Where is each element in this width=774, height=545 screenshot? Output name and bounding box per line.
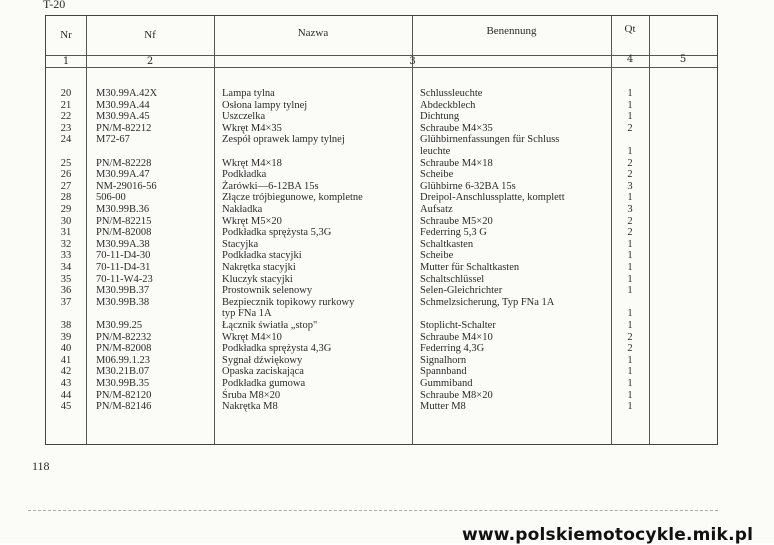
cell-qt: 1	[627, 285, 633, 297]
cell-benennung: Schraube M5×20	[420, 215, 493, 227]
parts-table	[45, 15, 718, 445]
column-number: 5	[679, 54, 687, 65]
cell-benennung: Glühbirne 6-32BA 15s	[420, 180, 516, 192]
cell-qt: 2	[627, 122, 633, 134]
cell-nr: 39	[60, 331, 72, 343]
cell-qt: 2	[627, 169, 633, 181]
col-divider-qt	[649, 16, 650, 444]
cell-nazwa: Podkładka	[222, 169, 267, 181]
cell-qt: 2	[627, 227, 633, 239]
cell-nf: PN/M-82146	[96, 401, 152, 413]
cell-nf: 70-11-D4-31	[96, 262, 151, 273]
cell-benennung: Schraube M4×18	[420, 157, 493, 169]
cell-nf: M30.99B.36	[96, 204, 150, 215]
cell-qt: 3	[627, 204, 633, 215]
cell-nf: M30.99A.44	[96, 99, 150, 111]
cell-benennung: Schmelzsicherung, Typ FNa 1A	[420, 296, 555, 308]
cell-qt: 1	[627, 99, 633, 111]
cell-benennung: Schraube M4×10	[420, 331, 493, 343]
cell-qt: 1	[627, 111, 633, 123]
cell-qt: 1	[627, 401, 633, 413]
column-number: 3	[409, 56, 416, 67]
cell-nr: 29	[60, 204, 72, 215]
cell-nazwa: typ FNa 1A	[222, 308, 272, 320]
document-code: T-20	[43, 0, 66, 11]
cell-qt: 1	[627, 308, 633, 320]
cell-nazwa: Podkładka sprężysta 5,3G	[222, 227, 332, 239]
cell-nr: 30	[60, 215, 72, 227]
cell-nazwa: Sygnał dźwiękowy	[222, 354, 303, 366]
cell-nazwa: Wkręt M4×10	[222, 331, 282, 343]
cell-qt: 1	[627, 320, 633, 331]
header-nf: Nf	[144, 29, 156, 41]
cell-nazwa: Wkręt M5×20	[222, 215, 282, 227]
cell-nr: 45	[60, 401, 72, 413]
cell-benennung: Scheibe	[420, 169, 454, 181]
cell-nazwa: Wkręt M4×35	[222, 122, 282, 134]
cell-nr: 27	[60, 180, 72, 192]
cell-nazwa: Zespół oprawek lampy tylnej	[222, 134, 345, 146]
column-number-rule	[46, 67, 717, 68]
watermark: www.polskiemotocykle.mik.pl	[462, 525, 754, 545]
cell-nazwa: Żarówki—6-12BA 15s	[222, 180, 319, 192]
cell-qt: 2	[627, 215, 633, 227]
cell-benennung: Scheibe	[420, 250, 454, 262]
cell-nr: 26	[60, 169, 72, 181]
cell-qt: 1	[627, 146, 633, 157]
cell-nf: 70-11-D4-30	[96, 250, 151, 262]
col-divider-nr	[86, 16, 87, 444]
cell-nf: PN/M-82008	[96, 227, 152, 239]
cell-nazwa: Podkładka stacyjki	[222, 250, 302, 262]
cell-qt: 1	[627, 273, 633, 285]
column-number: 4	[626, 54, 634, 65]
cell-nf: M30.99A.47	[96, 169, 150, 181]
cell-qt: 1	[627, 88, 633, 99]
cell-nf: M72-67	[96, 134, 130, 146]
cell-benennung: Schaltschlüssel	[420, 273, 485, 285]
cell-nf: M30.21B.07	[96, 366, 150, 378]
cell-nf: PN/M-82215	[96, 215, 152, 227]
cell-nf: PN/M-82232	[96, 331, 152, 343]
cell-qt: 1	[627, 192, 633, 204]
cell-benennung: Federring 4,3G	[420, 343, 485, 355]
cell-nr: 20	[60, 88, 72, 99]
cell-benennung: Abdeckblech	[420, 99, 476, 111]
cell-nazwa: Łącznik światła „stop"	[222, 320, 318, 331]
cell-nazwa: Podkładka sprężysta 4,3G	[222, 343, 332, 355]
cell-nazwa: Nakrętka M8	[222, 401, 278, 413]
cell-nr: 24	[60, 134, 72, 146]
cell-qt: 1	[627, 354, 633, 366]
cell-nr: 31	[60, 227, 72, 239]
cell-nazwa: Nakrętka stacyjki	[222, 262, 296, 273]
cell-benennung: Mutter M8	[420, 401, 466, 413]
cell-nazwa: Lampa tylna	[222, 88, 275, 99]
cell-nr: 41	[60, 354, 72, 366]
cell-nazwa: Osłona lampy tylnej	[222, 99, 308, 111]
cell-benennung: Federring 5,3 G	[420, 227, 487, 239]
cell-nazwa: Złącze trójbiegunowe, kompletne	[222, 192, 363, 204]
cell-nazwa: Stacyjka	[222, 238, 259, 250]
cell-nf: 506-00	[96, 192, 126, 204]
cell-nazwa: Bezpiecznik topikowy rurkowy	[222, 296, 355, 308]
cell-nf: M30.99A.42X	[96, 88, 158, 99]
cell-qt: 1	[627, 366, 633, 378]
cell-nazwa: Kluczyk stacyjki	[222, 273, 293, 285]
cell-nf: PN/M-82212	[96, 122, 152, 134]
cell-nazwa: Prostownik selenowy	[222, 285, 313, 297]
cell-nr: 42	[60, 366, 72, 378]
cell-qt: 1	[627, 262, 633, 273]
cell-nr: 33	[60, 250, 72, 262]
cell-nr: 21	[60, 99, 72, 111]
cell-nr: 32	[60, 238, 72, 250]
cell-benennung: Schlussleuchte	[420, 88, 483, 99]
cell-nf: M30.99B.35	[96, 378, 150, 389]
cell-nf: 70-11-W4-23	[96, 273, 153, 285]
cell-nr: 40	[60, 343, 72, 355]
cell-benennung: Gummiband	[420, 378, 473, 389]
header-nazwa: Nazwa	[297, 27, 329, 39]
cell-benennung: Mutter für Schaltkasten	[420, 262, 520, 273]
col-divider-nf	[214, 16, 215, 444]
cell-benennung: Glühbirnenfassungen für Schluss	[420, 134, 560, 146]
cell-benennung: Schaltkasten	[420, 238, 474, 250]
cell-nf: PN/M-82228	[96, 157, 152, 169]
cell-benennung: Spannband	[420, 366, 467, 378]
cell-nazwa: Podkładka gumowa	[222, 378, 306, 389]
cell-qt: 2	[627, 157, 633, 169]
cell-nr: 44	[60, 389, 72, 401]
cell-nr: 28	[60, 192, 72, 204]
cell-benennung: Stoplicht-Schalter	[420, 320, 496, 331]
cell-nr: 25	[60, 157, 72, 169]
cell-benennung: leuchte	[420, 146, 451, 157]
cell-nf: PN/M-82008	[96, 343, 152, 355]
cell-nr: 37	[60, 296, 72, 308]
cell-nr: 36	[60, 285, 72, 297]
header-qt: Qt	[624, 23, 636, 35]
cell-qt: 3	[627, 180, 633, 192]
cell-nr: 38	[60, 320, 72, 331]
header-nr: Nr	[60, 29, 72, 41]
cell-nf: M30.99.25	[96, 320, 143, 331]
cell-nr: 23	[60, 122, 72, 134]
cell-benennung: Selen-Gleichrichter	[420, 285, 503, 297]
cell-nazwa: Wkręt M4×18	[222, 157, 282, 169]
cell-nr: 22	[60, 111, 72, 123]
cell-qt: 1	[627, 378, 633, 389]
cell-nf: M30.99B.37	[96, 285, 150, 297]
cell-benennung: Schraube M8×20	[420, 389, 493, 401]
cell-nf: M30.99B.38	[96, 296, 150, 308]
cell-nazwa: Nakładka	[222, 204, 263, 215]
cell-benennung: Dreipol-Anschlussplatte, komplett	[420, 192, 565, 204]
cell-nr: 34	[60, 262, 72, 273]
cell-benennung: Aufsatz	[420, 204, 453, 215]
cell-nf: M06.99.1.23	[96, 354, 150, 366]
cell-qt: 2	[627, 343, 633, 355]
column-number: 2	[146, 56, 154, 67]
cell-nf: M30.99A.38	[96, 238, 150, 250]
cell-benennung: Dichtung	[420, 111, 460, 123]
cell-nf: PN/M-82120	[96, 389, 152, 401]
cell-qt: 2	[627, 331, 633, 343]
cell-qt: 1	[627, 389, 633, 401]
header-benennung: Benennung	[486, 25, 537, 37]
cell-qt: 1	[627, 250, 633, 262]
cell-nr: 35	[60, 273, 72, 285]
cell-nf: M30.99A.45	[96, 111, 150, 123]
column-number: 1	[62, 56, 70, 67]
cell-nr: 43	[60, 378, 72, 389]
cell-nazwa: Opaska zaciskająca	[222, 366, 304, 378]
page-number: 118	[32, 459, 50, 473]
col-divider-nazwa	[412, 16, 413, 444]
cell-benennung: Signalhorn	[420, 354, 467, 366]
page-edge	[28, 510, 718, 511]
cell-nf: NM-29016-56	[96, 180, 157, 192]
cell-qt: 1	[627, 238, 633, 250]
cell-nazwa: Śruba M8×20	[222, 389, 281, 401]
cell-nazwa: Uszczelka	[222, 111, 266, 123]
cell-benennung: Schraube M4×35	[420, 122, 493, 134]
